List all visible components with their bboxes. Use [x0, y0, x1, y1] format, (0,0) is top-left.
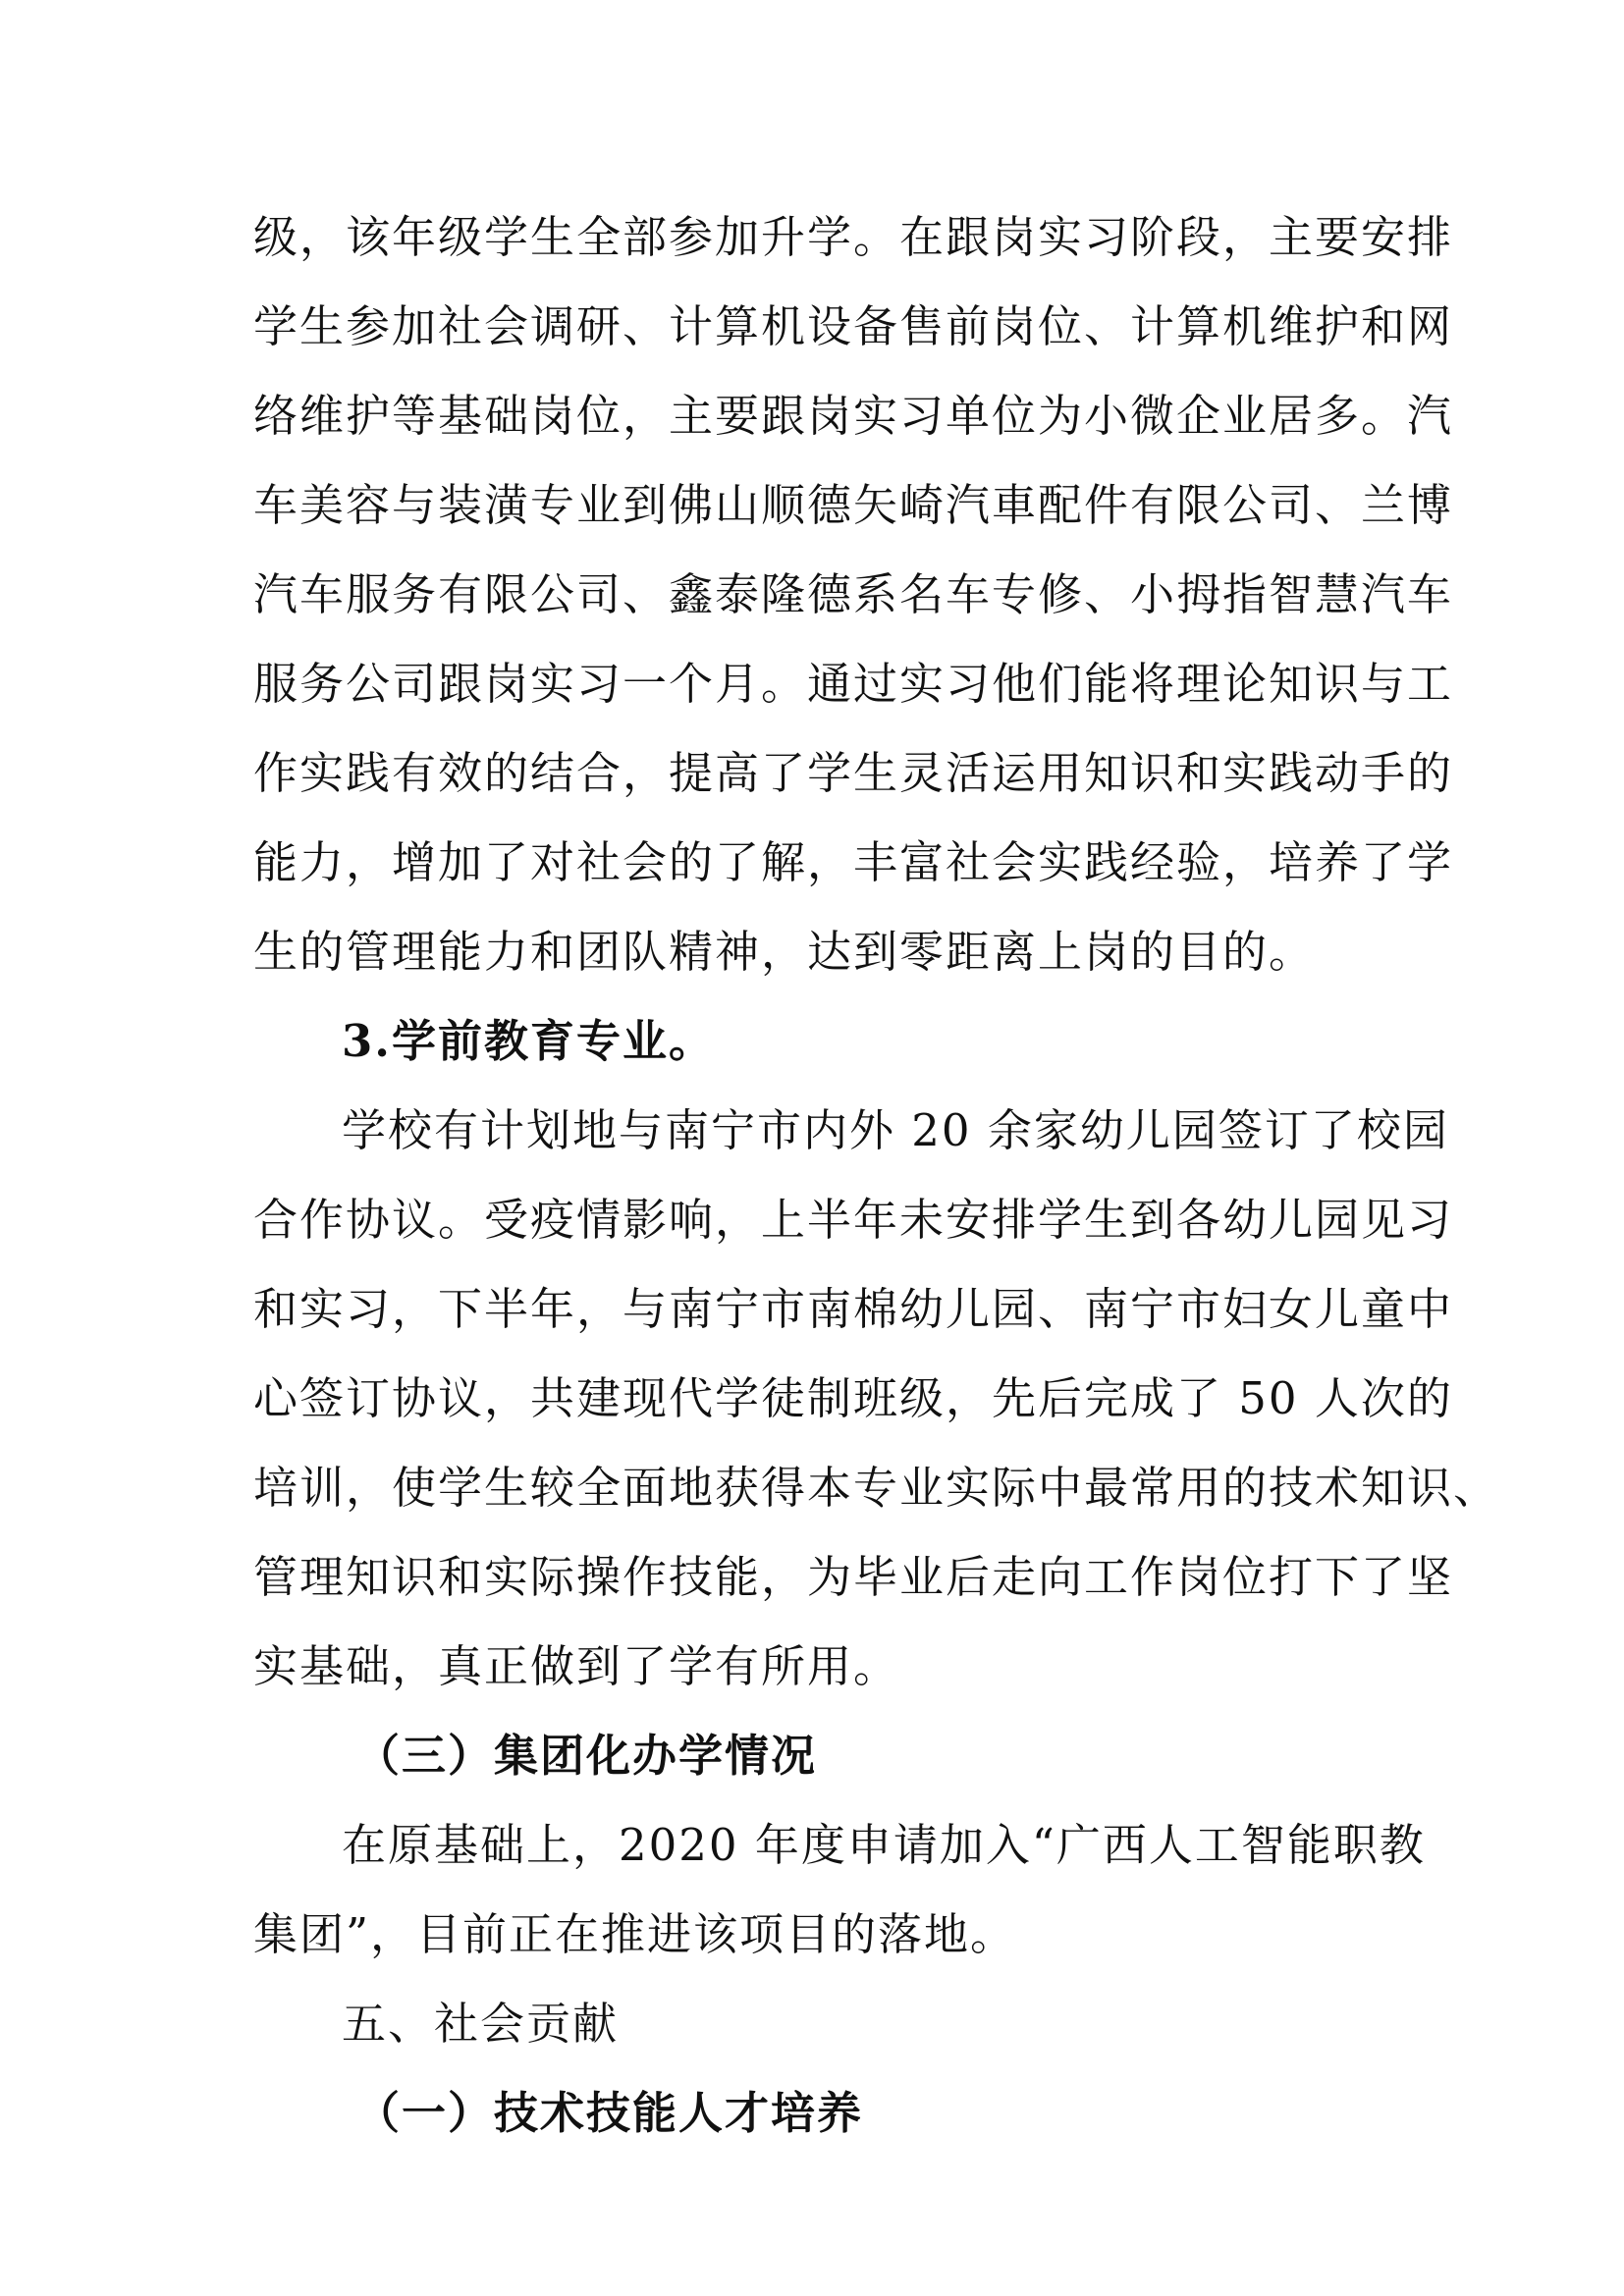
paragraph-line: 实基础，真正做到了学有所用。 [253, 1640, 900, 1692]
paragraph-line: 生的管理能力和团队精神，达到零距离上岗的目的。 [253, 926, 1316, 978]
subsection-heading: （一）技术技能人才培养 [355, 2087, 864, 2139]
paragraph-line: 服务公司跟岗实习一个月。通过实习他们能将理论知识与工 [253, 658, 1454, 710]
paragraph-line: 在原基础上，2020 年度申请加入“广西人工智能职教 [342, 1819, 1426, 1871]
paragraph-line: 级，该年级学生全部参加升学。在跟岗实习阶段，主要安排 [253, 211, 1454, 263]
paragraph-line: 能力，增加了对社会的了解，丰富社会实践经验，培养了学 [253, 836, 1454, 888]
paragraph-line: 心签订协议，共建现代学徒制班级，先后完成了 50 人次的 [253, 1372, 1453, 1424]
paragraph-line: 学生参加社会调研、计算机设备售前岗位、计算机维护和网 [253, 300, 1454, 352]
paragraph-line: 车美容与装潢专业到佛山顺德矢崎汽車配件有限公司、兰博 [253, 479, 1454, 531]
paragraph-line: 和实习，下半年，与南宁市南棉幼儿园、南宁市妇女儿童中 [253, 1283, 1454, 1335]
paragraph-line: 合作协议。受疫情影响，上半年未安排学生到各幼儿园见习 [253, 1194, 1454, 1246]
section-heading: 3.学前教育专业。 [342, 1015, 715, 1067]
paragraph-line: 培训，使学生较全面地获得本专业实际中最常用的技术知识、 [253, 1462, 1500, 1514]
subsection-heading: （三）集团化办学情况 [355, 1730, 818, 1782]
paragraph-line: 学校有计划地与南宁市内外 20 余家幼儿园签订了校园 [342, 1104, 1449, 1156]
chapter-heading: 五、社会贡献 [342, 1998, 620, 2050]
paragraph-line: 管理知识和实际操作技能，为毕业后走向工作岗位打下了坚 [253, 1551, 1454, 1603]
paragraph-line: 作实践有效的结合，提高了学生灵活运用知识和实践动手的 [253, 747, 1454, 799]
paragraph-line: 集团”，目前正在推进该项目的落地。 [253, 1908, 1017, 1960]
paragraph-line: 络维护等基础岗位，主要跟岗实习单位为小微企业居多。汽 [253, 390, 1454, 442]
paragraph-line: 汽车服务有限公司、鑫泰隆德系名车专修、小拇指智慧汽车 [253, 568, 1454, 620]
